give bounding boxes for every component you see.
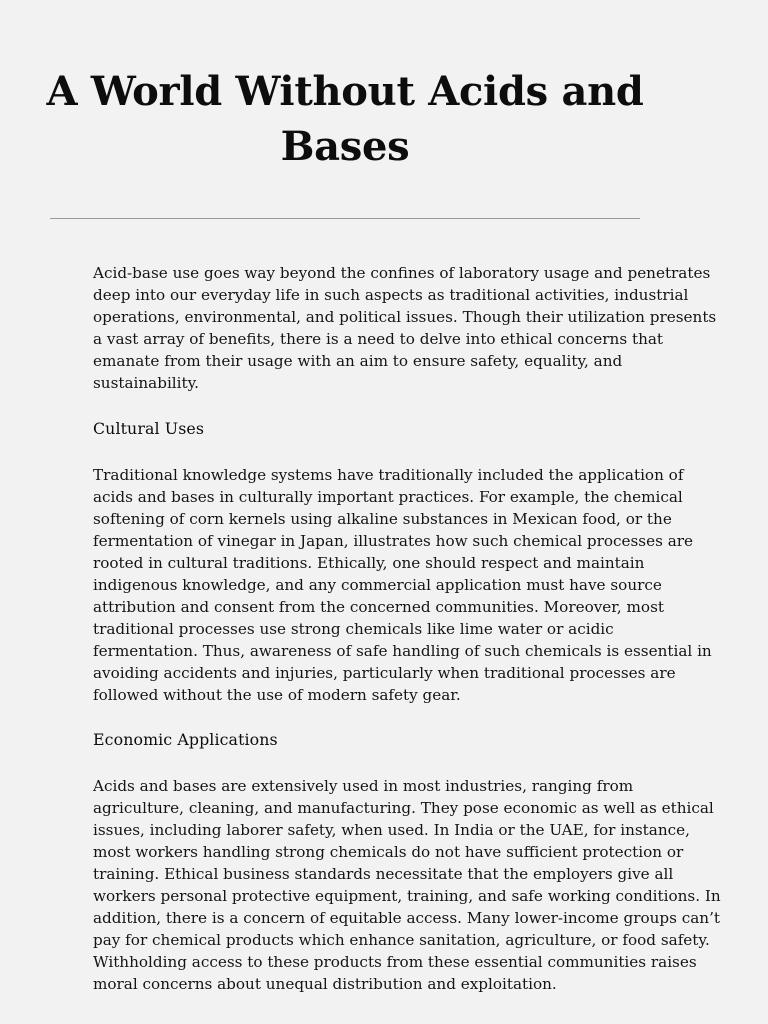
document-title: A World Without Acids and Bases (46, 68, 644, 170)
document-body (93, 262, 723, 995)
section-heading-cultural-uses: Cultural Uses (93, 419, 205, 438)
section-paragraph-cultural-uses: Traditional knowledge systems have traditionally included the application of acids and bases in culturally important practices. For example, the chemical softening of corn kernels using alkaline substances in Mexican food, or the fermentation of vinegar in Japan, illustrates how such chemical processes are rooted in cultural traditions. Ethically, one should respect and maintain indigenous knowledge, and any commercial application must have source attribution and consent from the concerned communities. Moreover, most traditional processes use strong chemicals like lime water or acidic fermentation. Thus, awareness of safe handling of such chemicals is essential in avoiding accidents and injuries, particularly when traditional processes are followed without the use of modern safety gear. (93, 466, 712, 704)
section-paragraph-economic-applications: Acids and bases are extensively used in most industries, ranging from agriculture, cleaning, and manufacturing. They pose economic as well as ethical issues, including laborer safety, when used. In India or the UAE, for instance, most workers handling strong chemicals do not have sufficient protection or training. Ethical business standards necessitate that the employers give all workers personal protective equipment, training, and safe working conditions. In addition, there is a concern of equitable access. Many lower-income groups can’t pay for chemical products which enhance sanitation, agriculture, or food safety. Withholding access to these products from these essential communities raises moral concerns about unequal distribution and exploitation. (93, 777, 721, 993)
section-heading-economic-applications: Economic Applications (93, 730, 278, 749)
title-divider (50, 218, 640, 219)
intro-paragraph: Acid-base use goes way beyond the confines of laboratory usage and penetrates deep into our everyday life in such aspects as traditional activities, industrial operations, environmental, and political issues. Though their utilization presents a vast array of benefits, there is a need to delve into ethical concerns that emanate from their usage with an aim to ensure safety, equality, and sustainability. (93, 264, 717, 392)
